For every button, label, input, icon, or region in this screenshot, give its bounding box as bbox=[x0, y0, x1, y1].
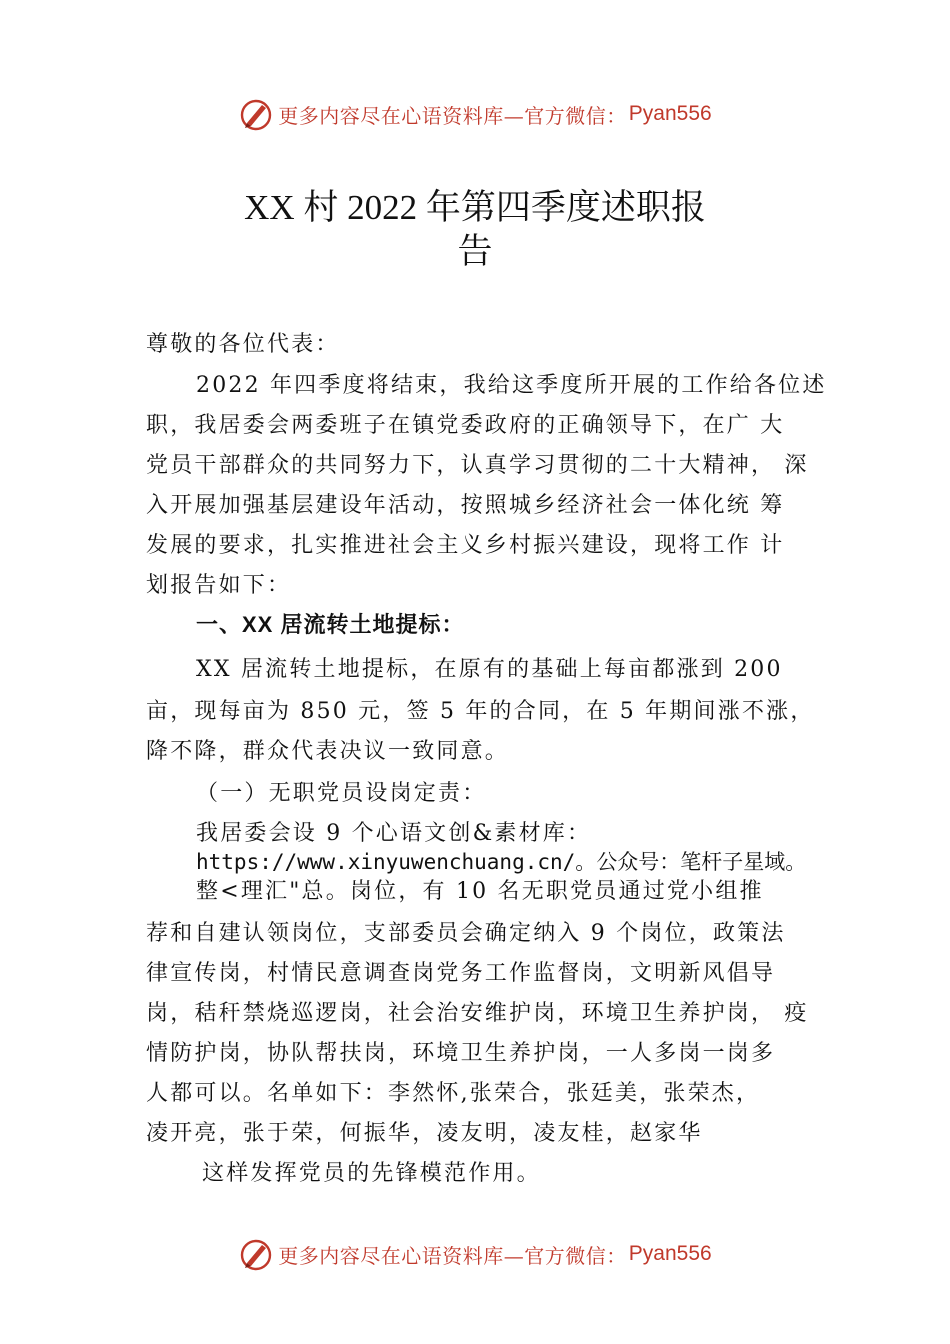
paragraph-1-line: 职，我居委会两委班子在镇党委政府的正确领导下，在广 大 bbox=[146, 413, 785, 438]
section-heading-1: 一、XX 居流转土地提标： bbox=[196, 612, 465, 637]
header-watermark bbox=[0, 94, 950, 134]
paragraph-1-line: 划报告如下： bbox=[146, 573, 292, 598]
paragraph-1-line: 党员干部群众的共同努力下，认真学习贯彻的二十大精神， 深 bbox=[146, 453, 809, 478]
watermark-text: 更多内容尽在心语资料库—官方微信： bbox=[278, 103, 627, 128]
title-line-1: XX 村 2022 年第四季度述职报 bbox=[244, 188, 706, 227]
paragraph-3-line: 情防护岗，协队帮扶岗，环境卫生养护岗，一人多岗一岗多 bbox=[146, 1041, 776, 1066]
paragraph-3-intro: 我居委会设 9 个心语文创&素材库： bbox=[196, 821, 592, 846]
sub-heading-1: （一）无职党员设岗定责： bbox=[196, 781, 487, 806]
paragraph-3-line: 整<理汇"总。岗位，有 10 名无职党员通过党小组推 bbox=[196, 879, 764, 904]
watermark-wechat-id: Pyan556 bbox=[628, 1242, 712, 1265]
paragraph-3-url-line: https://www.xinyuwenchuang.cn/。公众号：笔杆子星域。 bbox=[196, 850, 807, 874]
footer-watermark bbox=[0, 1234, 950, 1274]
salutation: 尊敬的各位代表： bbox=[146, 332, 340, 357]
paragraph-1-line: 入开展加强基层建设年活动，按照城乡经济社会一体化统 筹 bbox=[146, 493, 785, 518]
paragraph-3-line: 荐和自建认领岗位，支部委员会确定纳入 9 个岗位，政策法 bbox=[146, 921, 786, 946]
paragraph-2-line: XX 居流转土地提标，在原有的基础上每亩都涨到 200 bbox=[196, 657, 783, 682]
paragraph-1-line: 2022 年四季度将结束，我给这季度所开展的工作给各位述 bbox=[196, 373, 827, 398]
paragraph-3-line: 凌开亮，张于荣，何振华，凌友明，凌友桂，赵家华 bbox=[146, 1121, 703, 1146]
pen-logo-icon bbox=[238, 96, 274, 132]
watermark-wechat-id: Pyan556 bbox=[628, 102, 712, 125]
pen-logo-icon bbox=[238, 1236, 274, 1272]
paragraph-3-line: 人都可以。名单如下：李然怀,张荣合，张廷美，张荣杰， bbox=[146, 1081, 761, 1106]
paragraph-3-line: 岗，秸秆禁烧巡逻岗，社会治安维护岗，环境卫生养护岗， 疫 bbox=[146, 1001, 809, 1026]
document-title bbox=[0, 186, 950, 274]
paragraph-4: 这样发挥党员的先锋模范作用。 bbox=[202, 1161, 541, 1186]
paragraph-3-line: 律宣传岗，村情民意调查岗党务工作监督岗，文明新风倡导 bbox=[146, 961, 776, 986]
watermark-text: 更多内容尽在心语资料库—官方微信： bbox=[278, 1243, 627, 1268]
paragraph-2-line: 降不降，群众代表决议一致同意。 bbox=[146, 739, 510, 764]
paragraph-1-line: 发展的要求，扎实推进社会主义乡村振兴建设，现将工作 计 bbox=[146, 533, 785, 558]
paragraph-2-line: 亩，现每亩为 850 元，签 5 年的合同，在 5 年期间涨不涨， bbox=[146, 699, 815, 724]
title-line-2: 告 bbox=[457, 232, 493, 271]
